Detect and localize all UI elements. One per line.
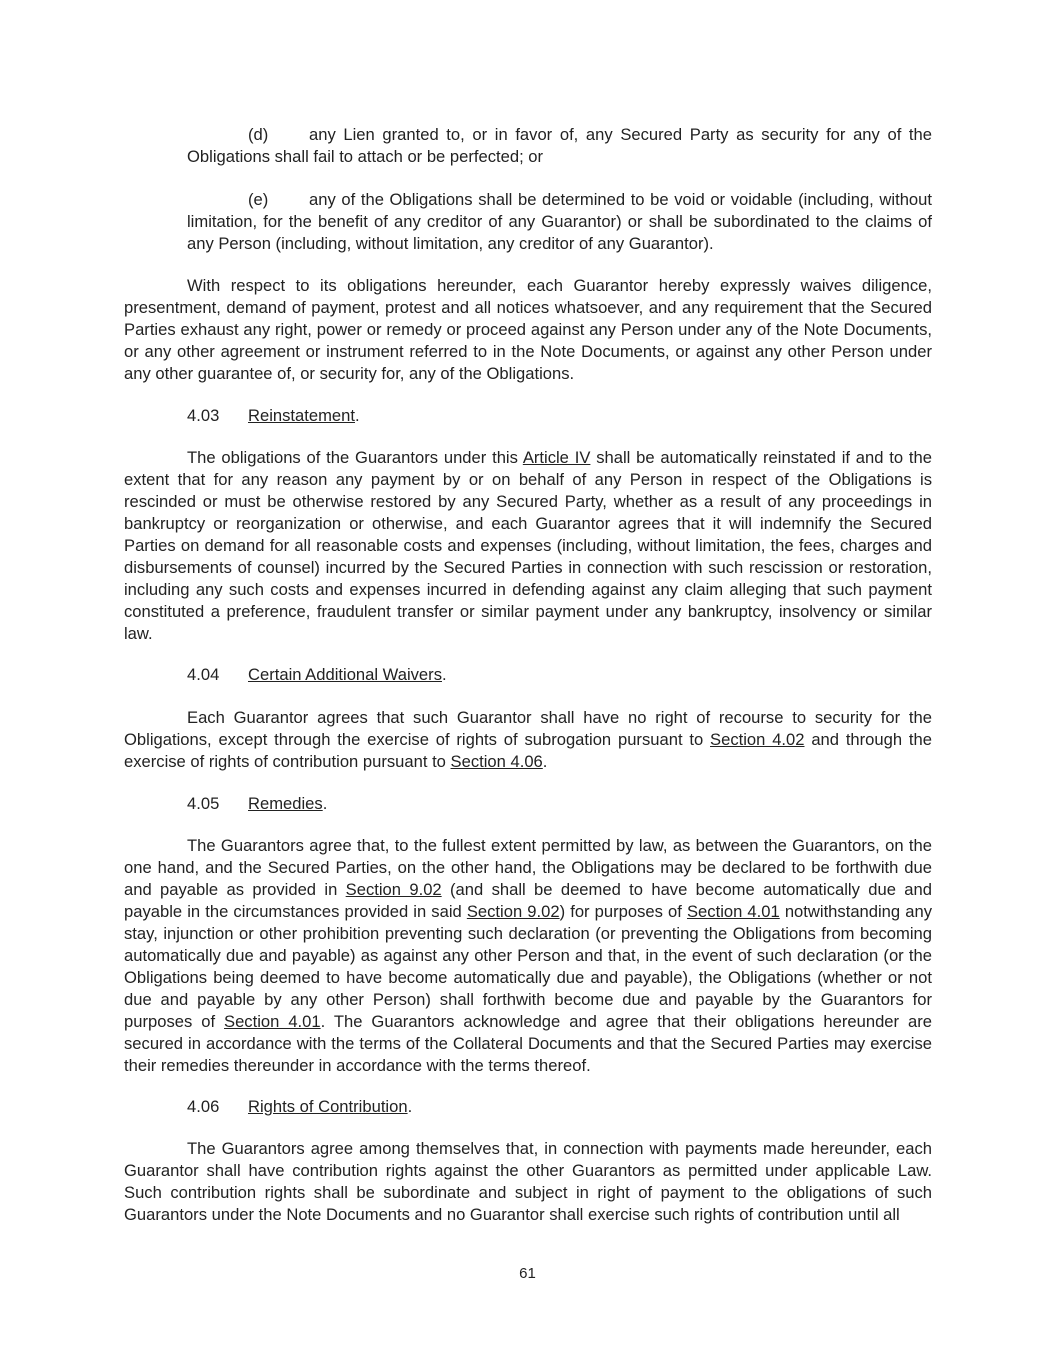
cross-reference-section-4-06[interactable]: Section 4.06 bbox=[450, 752, 543, 771]
text-run: The Guarantors agree that, to the fullest extent permitted by law, as between the Guarantors, on the one hand, and the Secured Parties, on the other hand, the Obligations may be declared to be forthwith due and payable as provided in bbox=[124, 836, 932, 899]
section-heading-4-06: 4.06 Rights of Contribution. bbox=[187, 1097, 413, 1116]
section-number: 4.05 bbox=[187, 794, 220, 813]
text-run: The obligations of the Guarantors under this bbox=[187, 448, 523, 467]
section-title: Certain Additional Waivers bbox=[248, 665, 442, 684]
section-4-06-body bbox=[124, 1138, 932, 1226]
text-run: (and shall be deemed to have become automatically due and payable in the circumstances provided in said bbox=[124, 880, 932, 921]
section-title: Reinstatement bbox=[248, 406, 355, 425]
section-4-03-body bbox=[124, 447, 932, 645]
cross-reference-section-9-02[interactable]: Section 9.02 bbox=[345, 880, 442, 899]
clause-text: any of the Obligations shall be determined to be void or voidable (including, without limitation, for the benefit of any creditor of any Guarantor) or shall be subordinated to the claims of any Person (including, without limitation, any creditor of any Guarantor). bbox=[187, 190, 932, 253]
text-run: and through the exercise of rights of contribution pursuant to bbox=[124, 730, 932, 771]
paragraph-text: The Guarantors agree among themselves that, in connection with payments made hereunder, each Guarantor shall have contribution rights against the other Guarantors as permitted under applicable Law. Such contribution rights shall be subordinate and subject in right of payment to the obligations of such Guarantors under the Note Documents and no Guarantor shall exercise such rights of contribution until all bbox=[124, 1139, 932, 1224]
section-number: 4.04 bbox=[187, 665, 220, 684]
text-run: shall be automatically reinstated if and to the extent that for any reason any payment by or on behalf of any Person in respect of the Obligations is rescinded or must be otherwise restored by any Secured Party, whether as a result of any proceedings in bankruptcy or reorganization or otherwise, and each Guarantor agrees that it will indemnify the Secured Parties on demand for all reasonable costs and expenses (including, without limitation, the fees, charges and disbursements of counsel) incurred by the Secured Parties in connection with such rescission or restoration, including any such costs and expenses incurred in defending against any claim alleging that such payment constituted a preference, fraudulent transfer or similar payment under any bankruptcy, insolvency or similar law. bbox=[124, 448, 932, 643]
clause-text: any Lien granted to, or in favor of, any Secured Party as security for any of the Obligations shall fail to attach or be perfected; or bbox=[187, 125, 932, 166]
waiver-paragraph bbox=[124, 275, 932, 385]
text-run: . bbox=[542, 752, 548, 771]
section-4-04-body bbox=[124, 707, 932, 773]
clause-d bbox=[124, 124, 932, 168]
clause-label: (d) bbox=[248, 125, 269, 144]
text-run: . The Guarantors acknowledge and agree that their obligations hereunder are secured in accordance with the terms of the Collateral Documents and that the Secured Parties may exercise their remedies thereunder in accordance with the terms thereof. bbox=[124, 1012, 932, 1075]
text-run: notwithstanding any stay, injunction or other prohibition preventing such declaration (or preventing the Obligations from becoming automatically due and payable) as against any other Person and that, in the event of such declaration (or the Obligations being deemed to have become automatically due and payable), the Obligations (whether or not due and payable by any other Person) shall forthwith become due and payable by the Guarantors for purposes of bbox=[124, 902, 932, 1031]
cross-reference-section-4-01[interactable]: Section 4.01 bbox=[686, 902, 780, 921]
section-number: 4.06 bbox=[187, 1097, 220, 1116]
section-title: Remedies bbox=[248, 794, 323, 813]
section-title: Rights of Contribution bbox=[248, 1097, 408, 1116]
section-heading-4-03: 4.03 Reinstatement. bbox=[187, 406, 360, 425]
clause-e bbox=[124, 189, 932, 255]
section-heading-4-05: 4.05 Remedies. bbox=[187, 794, 328, 813]
cross-reference-section-4-02[interactable]: Section 4.02 bbox=[710, 730, 805, 749]
cross-reference-section-4-01[interactable]: Section 4.01 bbox=[224, 1012, 321, 1031]
text-run: ) for purposes of bbox=[559, 902, 687, 921]
section-heading-4-04: 4.04 Certain Additional Waivers. bbox=[187, 665, 447, 684]
paragraph-text: With respect to its obligations hereunder, each Guarantor hereby expressly waives diligence, presentment, demand of payment, protest and all notices whatsoever, and any requirement that the Secured Parties exhaust any right, power or remedy or proceed against any Person under any of the Note Documents, or any other agreement or instrument referred to in the Note Documents, or against any other Person under any other guarantee of, or security for, any of the Obligations. bbox=[124, 276, 932, 383]
section-number: 4.03 bbox=[187, 406, 220, 425]
text-run: Each Guarantor agrees that such Guarantor shall have no right of recourse to security for the Obligations, except through the exercise of rights of subrogation pursuant to bbox=[124, 708, 932, 749]
section-4-05-body bbox=[124, 835, 932, 1077]
cross-reference-article-iv[interactable]: Article IV bbox=[522, 448, 591, 467]
page-number: 61 bbox=[519, 1265, 536, 1282]
cross-reference-section-9-02[interactable]: Section 9.02 bbox=[466, 902, 560, 921]
clause-label: (e) bbox=[248, 190, 269, 209]
